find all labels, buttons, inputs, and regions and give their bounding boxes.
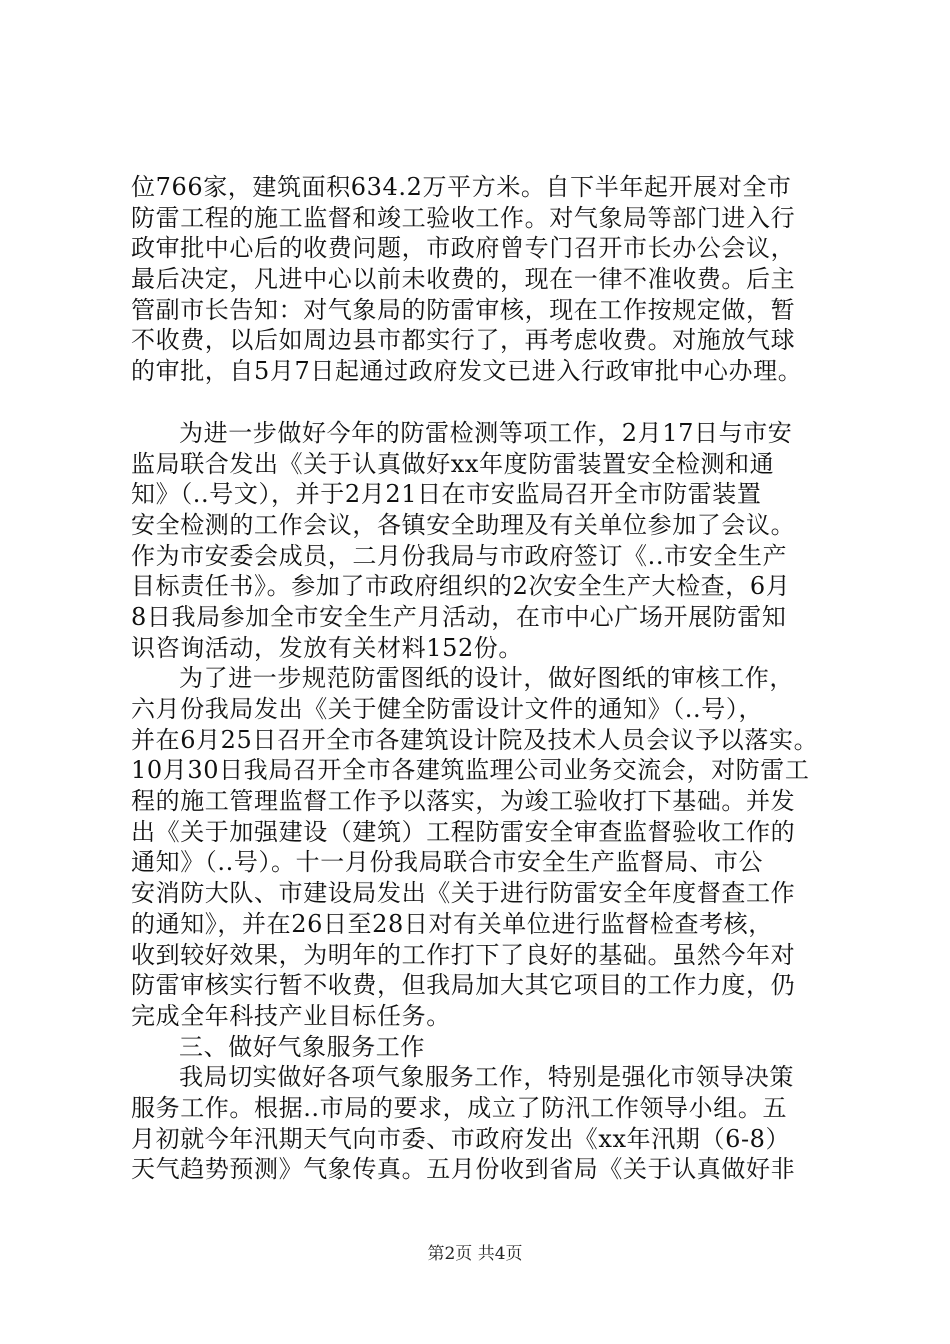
- document-body: [131, 172, 831, 1185]
- text-line: 作为市安委会成员，二月份我局与市政府签订《..市安全生产: [131, 541, 788, 570]
- text-line: 我局切实做好各项气象服务工作，特别是强化市领导决策: [179, 1063, 794, 1092]
- text-line: 为进一步做好今年的防雷检测等项工作，2月17日与市安: [179, 418, 793, 447]
- text-line: 安消防大队、市建设局发出《关于进行防雷安全年度督查工作: [131, 879, 796, 908]
- paragraph-gap: [131, 387, 831, 418]
- text-line: 的通知》，并在26日至28日对有关单位进行监督检查考核，: [131, 909, 773, 938]
- paragraph-4: [131, 1062, 831, 1185]
- text-line: 天气趋势预测》气象传真。五月份收到省局《关于认真做好非: [131, 1155, 796, 1184]
- text-line: 收到较好效果，为明年的工作打下了良好的基础。虽然今年对: [131, 940, 796, 969]
- text-line: 10月30日我局召开全市各建筑监理公司业务交流会，对防雷工: [131, 756, 810, 785]
- text-line: 管副市长告知：对气象局的防雷审核，现在工作按规定做，暂: [131, 295, 796, 324]
- text-line: 不收费，以后如周边县市都实行了，再考虑收费。对施放气球: [131, 326, 796, 355]
- text-line: 位766家，建筑面积634.2万平方米。自下半年起开展对全市: [131, 173, 792, 201]
- paragraph-2: [131, 418, 831, 664]
- text-line: 月初就今年汛期天气向市委、市政府发出《xx年汛期（6-8）: [131, 1124, 791, 1153]
- text-line: 服务工作。根据..市局的要求，成立了防汛工作领导小组。五: [131, 1093, 788, 1122]
- text-line: 的审批，自5月7日起通过政府发文已进入行政审批中心办理。: [131, 357, 803, 386]
- text-line: 知》（..号文），并于2月21日在市安监局召开全市防雷装置: [131, 480, 762, 509]
- section-heading: 三、做好气象服务工作: [179, 1032, 425, 1061]
- text-line: 监局联合发出《关于认真做好xx年度防雷装置安全检测和通: [131, 449, 775, 478]
- text-line: 目标责任书》。参加了市政府组织的2次安全生产大检查，6月: [131, 572, 791, 601]
- text-line: 最后决定，凡进中心以前未收费的，现在一律不准收费。后主: [131, 265, 796, 294]
- text-line: 安全检测的工作会议，各镇安全助理及有关单位参加了会议。: [131, 510, 796, 539]
- text-line: 8日我局参加全市安全生产月活动，在市中心广场开展防雷知: [131, 602, 787, 631]
- text-line: 通知》（..号）。十一月份我局联合市安全生产监督局、市公: [131, 848, 764, 877]
- text-line: 政审批中心后的收费问题，市政府曾专门召开市长办公会议，: [131, 234, 796, 263]
- text-line: 并在6月25日召开全市各建筑设计院及技术人员会议予以落实。: [131, 725, 819, 754]
- page-number-footer: 第2页 共4页: [427, 1244, 523, 1264]
- text-line: 识咨询活动，发放有关材料152份。: [131, 633, 524, 662]
- paragraph-1: [131, 172, 831, 387]
- text-line: 程的施工管理监督工作予以落实，为竣工验收打下基础。并发: [131, 787, 796, 816]
- text-line: 六月份我局发出《关于健全防雷设计文件的通知》（..号），: [131, 695, 764, 723]
- paragraph-3: [131, 663, 831, 1031]
- text-line: 防雷审核实行暂不收费，但我局加大其它项目的工作力度，仍: [131, 971, 796, 1000]
- text-line: 防雷工程的施工监督和竣工验收工作。对气象局等部门进入行: [131, 203, 796, 232]
- text-line: 出《关于加强建设（建筑）工程防雷安全审查监督验收工作的: [131, 817, 796, 846]
- text-line: 完成全年科技产业目标任务。: [131, 1001, 451, 1030]
- text-line: 为了进一步规范防雷图纸的设计，做好图纸的审核工作，: [179, 664, 794, 693]
